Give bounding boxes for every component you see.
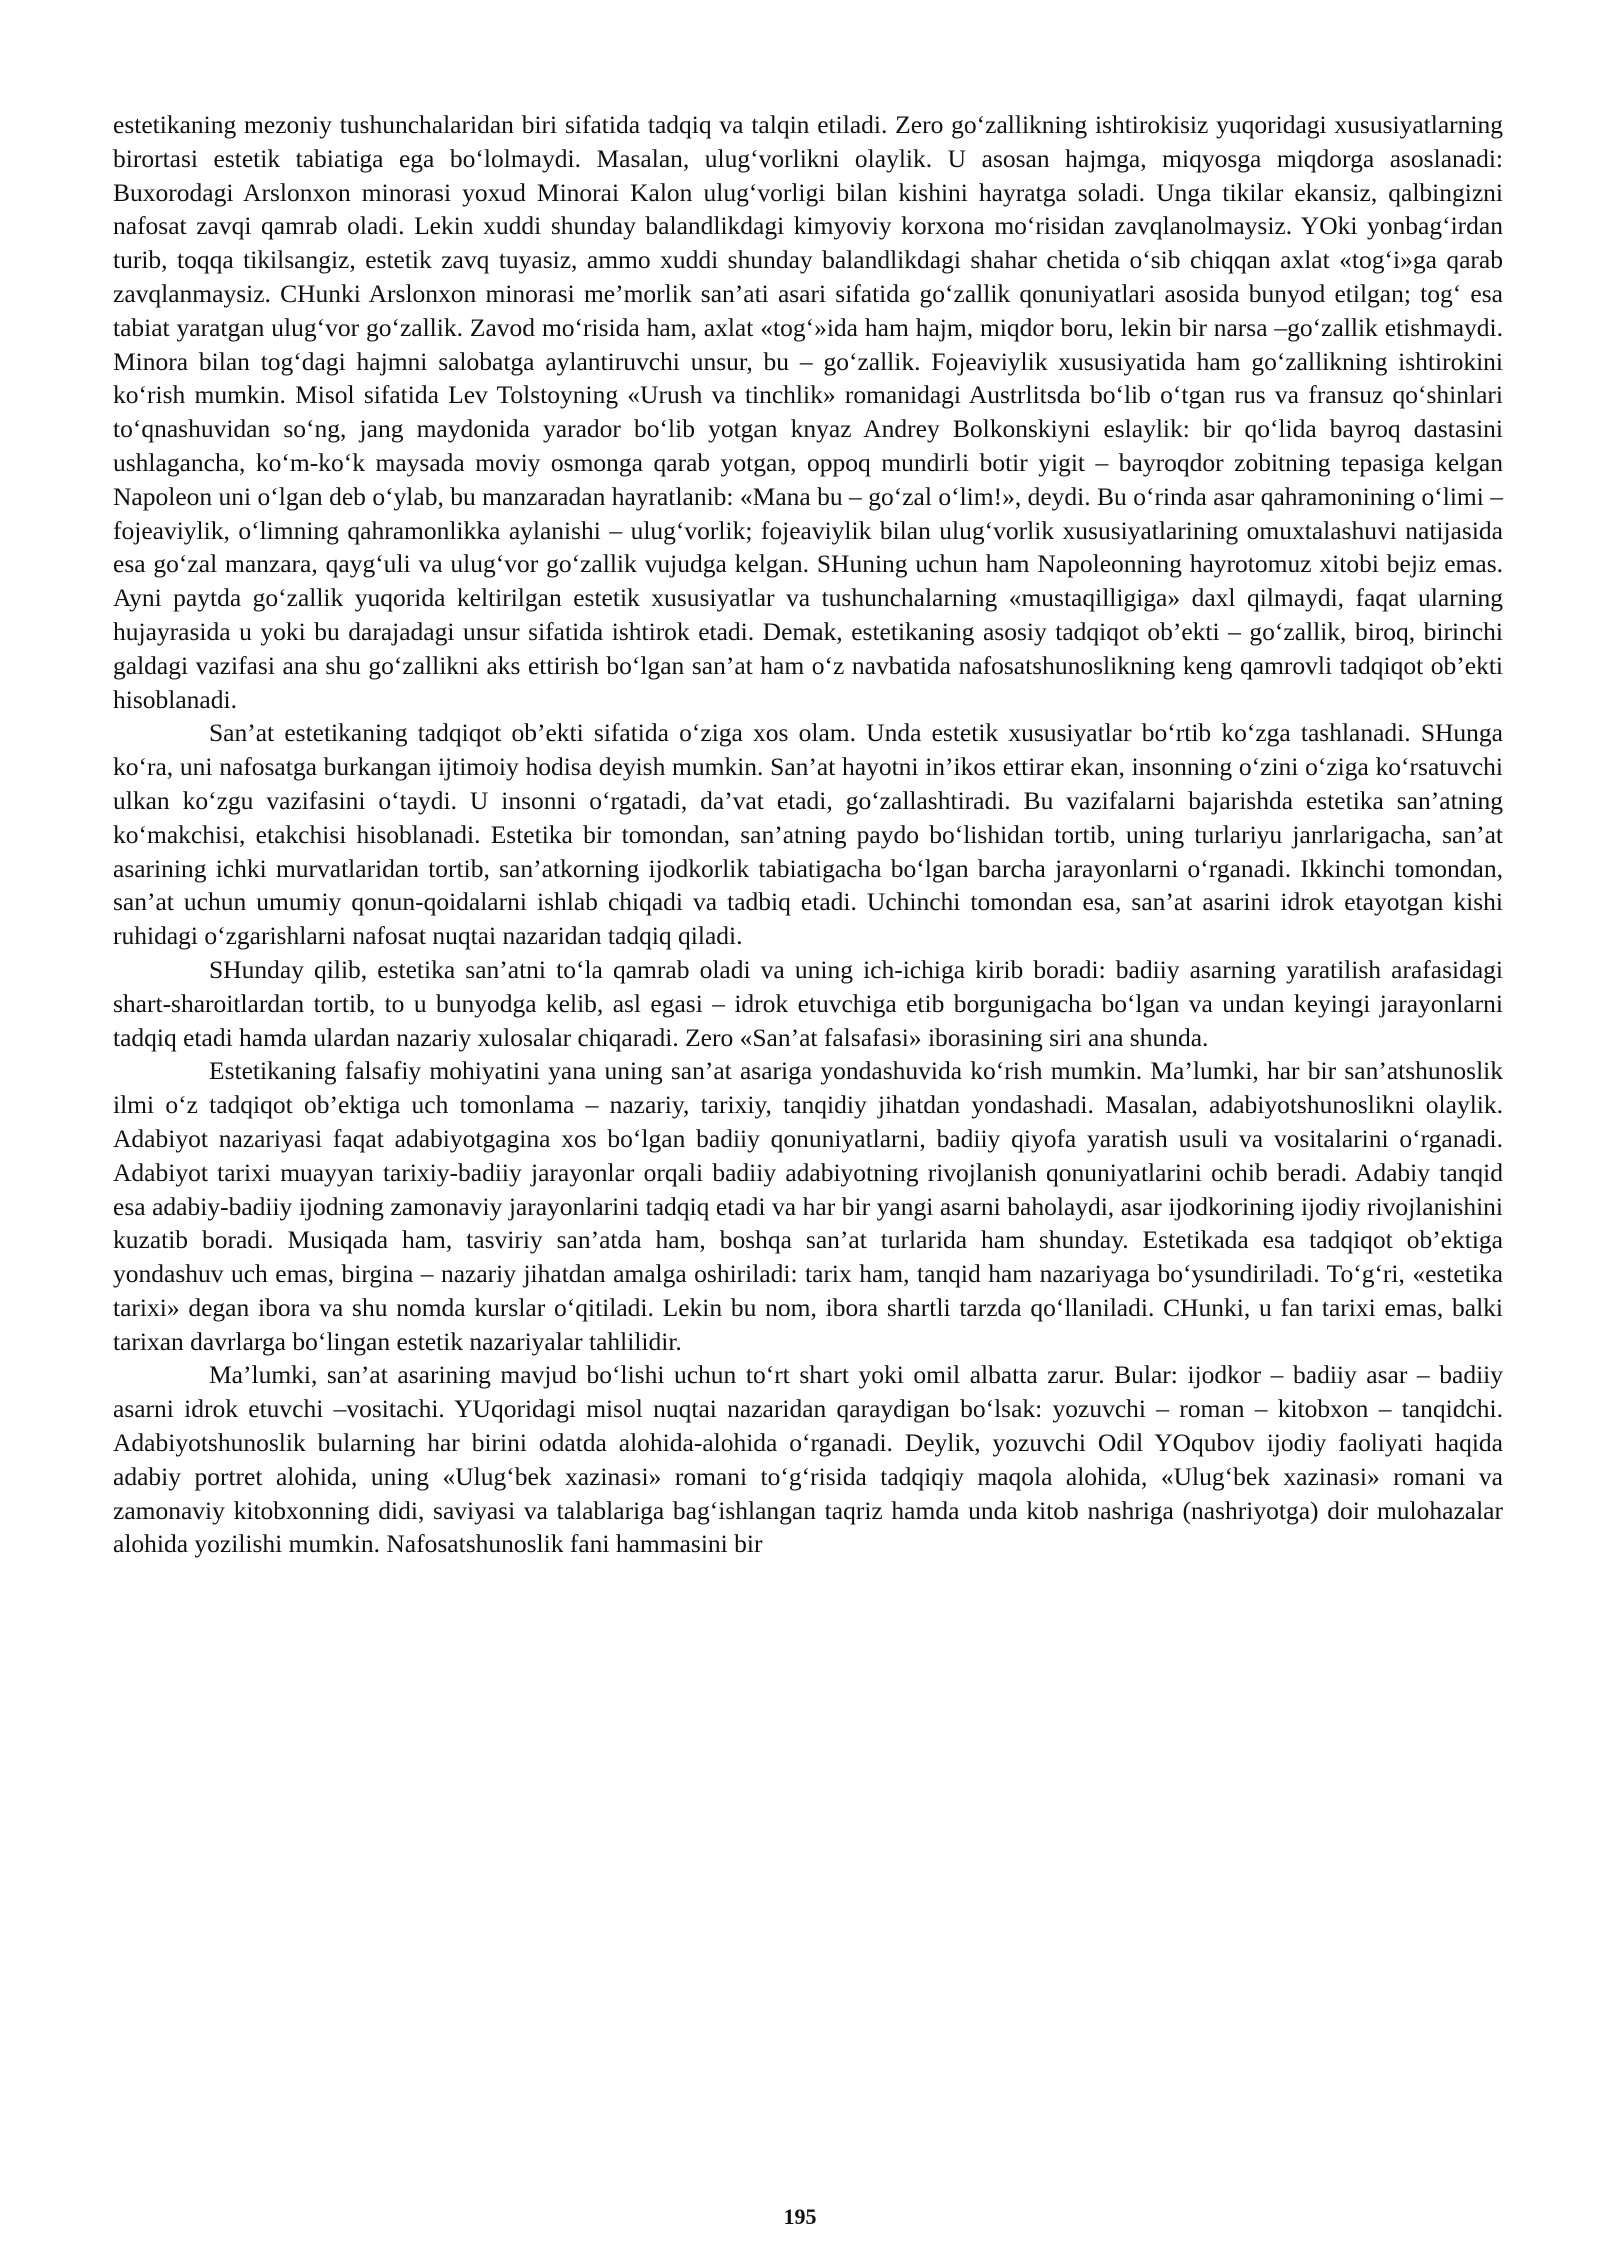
page-number: 195	[783, 2204, 817, 2229]
paragraph-4: Estetikaning falsafiy mohiyatini yana uning san’at asariga yondashuvida ko‘rish mumkin. Ma’lumki, har bir san’atshunoslik ilmi o‘z tadqiqot ob’ektiga uch tomonlama – nazariy, tarixiy, tanqidiy jihatdan yondashadi. Masalan, adabiyotshunoslikni olaylik. Adabiyot nazariyasi faqat adabiyotgagina xos bo‘lgan badiiy qonuniyatlarni, badiiy qiyofa yaratish usuli va vositalarini o‘rganadi. Adabiyot tarixi muayyan tarixiy-badiiy jarayonlar orqali badiiy adabiyotning rivojlanish qonuniyatlarini ochib beradi. Adabiy tanqid esa adabiy-badiiy ijodning zamonaviy jarayonlarini tadqiq etadi va har bir yangi asarni baholaydi, asar ijodkorining ijodiy rivojlanishini kuzatib boradi. Musiqada ham, tasviriy san’atda ham, boshqa san’at turlarida ham shunday. Estetikada esa tadqiqot ob’ektiga yondashuv uch emas, birgina – nazariy jihatdan amalga oshiriladi: tarix ham, tanqid ham nazariyaga bo‘ysundiriladi. To‘g‘ri, «estetika tarixi» degan ibora va shu nomda kurslar o‘qitiladi. Lekin bu nom, ibora shartli tarzda qo‘llaniladi. CHunki, u fan tarixi emas, balki tarixan davrlarga bo‘lingan estetik nazariyalar tahlilidir.	[113, 1056, 1503, 1356]
page-body	[113, 108, 1503, 1561]
paragraph-1: estetikaning mezoniy tushunchalaridan biri sifatida tadqiq va talqin etiladi. Zero go‘zallikning ishtirokisiz yuqoridagi xususiyatlarning birortasi estetik tabiatiga ega bo‘lolmaydi. Masalan, ulug‘vorlikni olaylik. U asosan hajmga, miqyosga miqdorga asoslanadi: Buxorodagi Arslonxon minorasi yoxud Minorai Kalon ulug‘vorligi bilan kishini hayratga soladi. Unga tikilar ekansiz, qalbingizni nafosat zavqi qamrab oladi. Lekin xuddi shunday balandlikdagi kimyoviy korxona mo‘risidan zavqlanolmaysiz. YOki yonbag‘irdan turib, toqqa tikilsangiz, estetik zavq tuyasiz, ammo xuddi shunday balandlikdagi shahar chetida o‘sib chiqqan axlat «tog‘i»ga qarab zavqlanmaysiz. CHunki Arslonxon minorasi me’morlik san’ati asari sifatida go‘zallik qonuniyatlari asosida bunyod etilgan; tog‘ esa tabiat yaratgan ulug‘vor go‘zallik. Zavod mo‘risida ham, axlat «tog‘»ida ham hajm, miqdor boru, lekin bir narsa –go‘zallik etishmaydi. Minora bilan tog‘dagi hajmni salobatga aylantiruvchi unsur, bu – go‘zallik. Fojeaviylik xususiyatida ham go‘zallikning ishtirokini ko‘rish mumkin. Misol sifatida Lev Tolstoyning «Urush va tinchlik» romanidagi Austrlitsda bo‘lib o‘tgan rus va fransuz qo‘shinlari to‘qnashuvidan so‘ng, jang maydonida yarador bo‘lib yotgan knyaz Andrey Bolkonskiyni eslaylik: bir qo‘lida bayroq dastasini ushlagancha, ko‘m-ko‘k maysada moviy osmonga qarab yotgan, oppoq mundirli botir yigit – bayroqdor zobitning tepasiga kelgan Napoleon uni o‘lgan deb o‘ylab, bu manzaradan hayratlanib: «Mana bu – go‘zal o‘lim!», deydi. Bu o‘rinda asar qahramonining o‘limi – fojeaviylik, o‘limning qahramonlikka aylanishi – ulug‘vorlik; fojeaviylik bilan ulug‘vorlik xususiyatlarining omuxtalashuvi natijasida esa go‘zal manzara, qayg‘uli va ulug‘vor go‘zallik vujudga kelgan. SHuning uchun ham Napoleonning hayrotomuz xitobi bejiz emas. Ayni paytda go‘zallik yuqorida keltirilgan estetik xususiyatlar va tushunchalarning «mustaqilligiga» daxl qilmaydi, faqat ularning hujayrasida u yoki bu darajadagi unsur sifatida ishtirok etadi. Demak, estetikaning asosiy tadqiqot ob’ekti – go‘zallik, biroq, birinchi galdagi vazifasi ana shu go‘zallikni aks ettirish bo‘lgan san’at ham o‘z navbatida nafosatshunoslikning keng qamrovli tadqiqot ob’ekti hisoblanadi.	[113, 110, 1503, 714]
paragraph-5: Ma’lumki, san’at asarining mavjud bo‘lishi uchun to‘rt shart yoki omil albatta zarur. Bular: ijodkor – badiiy asar – badiiy asarni idrok etuvchi –vositachi. YUqoridagi misol nuqtai nazaridan qaraydigan bo‘lsak: yozuvchi – roman – kitobxon – tanqidchi. Adabiyotshunoslik bularning har birini odatda alohida-alohida o‘rganadi. Deylik, yozuvchi Odil YOqubov ijodiy faoliyati haqida adabiy portret alohida, uning «Ulug‘bek xazinasi» romani to‘g‘risida tadqiqiy maqola alohida, «Ulug‘bek xazinasi» romani va zamonaviy kitobxonning didi, saviyasi va talablariga bag‘ishlangan taqriz hamda unda kitob nashriga (nashriyotga) doir mulohazalar alohida yozilishi mumkin. Nafosatshunoslik fani hammasini bir	[113, 1360, 1503, 1559]
paragraph-2: San’at estetikaning tadqiqot ob’ekti sifatida o‘ziga xos olam. Unda estetik xususiyatlar bo‘rtib ko‘zga tashlanadi. SHunga ko‘ra, uni nafosatga burkangan ijtimoiy hodisa deyish mumkin. San’at hayotni in’ikos ettirar ekan, insonning o‘zini o‘ziga ko‘rsatuvchi ulkan ko‘zgu vazifasini o‘taydi. U insonni o‘rgatadi, da’vat etadi, go‘zallashtiradi. Bu vazifalarni bajarishda estetika san’atning ko‘makchisi, etakchisi hisoblanadi. Estetika bir tomondan, san’atning paydo bo‘lishidan tortib, uning turlariyu janrlarigacha, san’at asarining ichki murvatlaridan tortib, san’atkorning ijodkorlik tabiatigacha bo‘lgan barcha jarayonlarni o‘rganadi. Ikkinchi tomondan, san’at uchun umumiy qonun-qoidalarni ishlab chiqadi va tadbiq etadi. Uchinchi tomondan esa, san’at asarini idrok etayotgan kishi ruhidagi o‘zgarishlarni nafosat nuqtai nazaridan tadqiq qiladi.	[113, 718, 1503, 951]
paragraph-3: SHunday qilib, estetika san’atni to‘la qamrab oladi va uning ich-ichiga kirib boradi: badiiy asarning yaratilish arafasidagi shart-sharoitlardan tortib, to u bunyodga kelib, asl egasi – idrok etuvchiga etib borgunigacha bo‘lgan va undan keyingi jarayonlarni tadqiq etadi hamda ulardan nazariy xulosalar chiqaradi. Zero «San’at falsafasi» iborasining siri ana shunda.	[113, 954, 1503, 1052]
